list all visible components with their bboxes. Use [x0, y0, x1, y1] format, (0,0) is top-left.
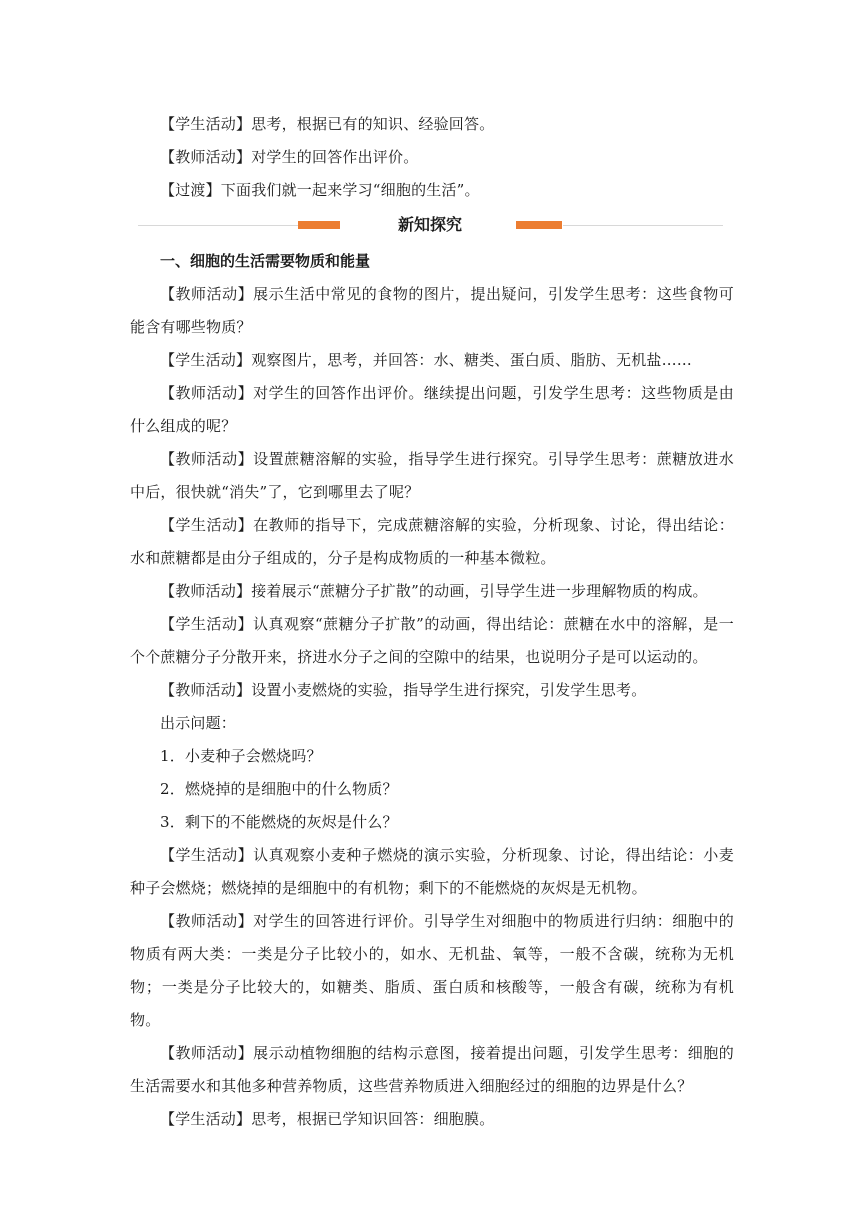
paragraph: 【学生活动】认真观察“蔗糖分子扩散”的动画，得出结论：蔗糖在水中的溶解，是一个个蔗糖分子分散开来，挤进水分子之间的空隙中的结果，也说明分子是可以运动的。 [130, 615, 734, 666]
paragraph: 【教师活动】设置小麦燃烧的实验，指导学生进行探究，引发学生思考。 [160, 681, 647, 699]
paragraph: 【学生活动】思考，根据已学知识回答：细胞膜。 [160, 1110, 495, 1128]
paragraph: 【学生活动】在教师的指导下，完成蔗糖溶解的实验，分析现象、讨论，得出结论：水和蔗糖都是由分子组成的，分子是构成物质的一种基本微粒。 [130, 516, 734, 567]
page-content [130, 108, 734, 1136]
divider-line-right [563, 225, 723, 226]
paragraph: 【教师活动】接着展示“蔗糖分子扩散”的动画，引导学生进一步理解物质的构成。 [160, 582, 708, 600]
subsection-heading: 一、细胞的生活需要物质和能量 [160, 252, 371, 270]
paragraph: 【教师活动】对学生的回答作出评价。 [160, 148, 419, 166]
paragraph: 【教师活动】对学生的回答作出评价。继续提出问题，引发学生思考：这些物质是由什么组成的呢？ [130, 384, 734, 435]
paragraph: 【学生活动】认真观察小麦种子燃烧的演示实验，分析现象、讨论，得出结论：小麦种子会燃烧；燃烧掉的是细胞中的有机物；剩下的不能燃烧的灰烬是无机物。 [130, 846, 734, 897]
paragraph: 【教师活动】展示生活中常见的食物的图片，提出疑问，引发学生思考：这些食物可能含有哪些物质？ [130, 285, 734, 336]
list-item: 2．燃烧掉的是细胞中的什么物质？ [160, 780, 398, 798]
list-item: 3．剩下的不能燃烧的灰烬是什么？ [160, 813, 398, 831]
accent-bar-right [516, 221, 562, 229]
paragraph: 【教师活动】对学生的回答进行评价。引导学生对细胞中的物质进行归纳：细胞中的物质有两大类：一类是分子比较小的，如水、无机盐、氧等，一般不含碳，统称为无机物；一类是分子比较大的，如糖类、脂质、蛋白质和核酸等，一般含有碳，统称为有机物。 [130, 912, 734, 1029]
paragraph: 【教师活动】设置蔗糖溶解的实验，指导学生进行探究。引导学生思考：蔗糖放进水中后，很快就“消失”了，它到哪里去了呢？ [130, 450, 734, 501]
section-header [130, 207, 734, 245]
paragraph: 【教师活动】展示动植物细胞的结构示意图，接着提出问题，引发学生思考：细胞的生活需要水和其他多种营养物质，这些营养物质进入细胞经过的细胞的边界是什么？ [130, 1044, 734, 1095]
paragraph: 【学生活动】观察图片，思考，并回答：水、糖类、蛋白质、脂肪、无机盐…… [160, 351, 693, 369]
list-item: 1．小麦种子会燃烧吗？ [160, 747, 322, 765]
paragraph: 【学生活动】思考，根据已有的知识、经验回答。 [160, 115, 495, 133]
section-title: 新知探究 [397, 215, 462, 234]
paragraph: 出示问题： [160, 714, 237, 732]
paragraph: 【过渡】下面我们就一起来学习“细胞的生活”。 [160, 181, 480, 199]
